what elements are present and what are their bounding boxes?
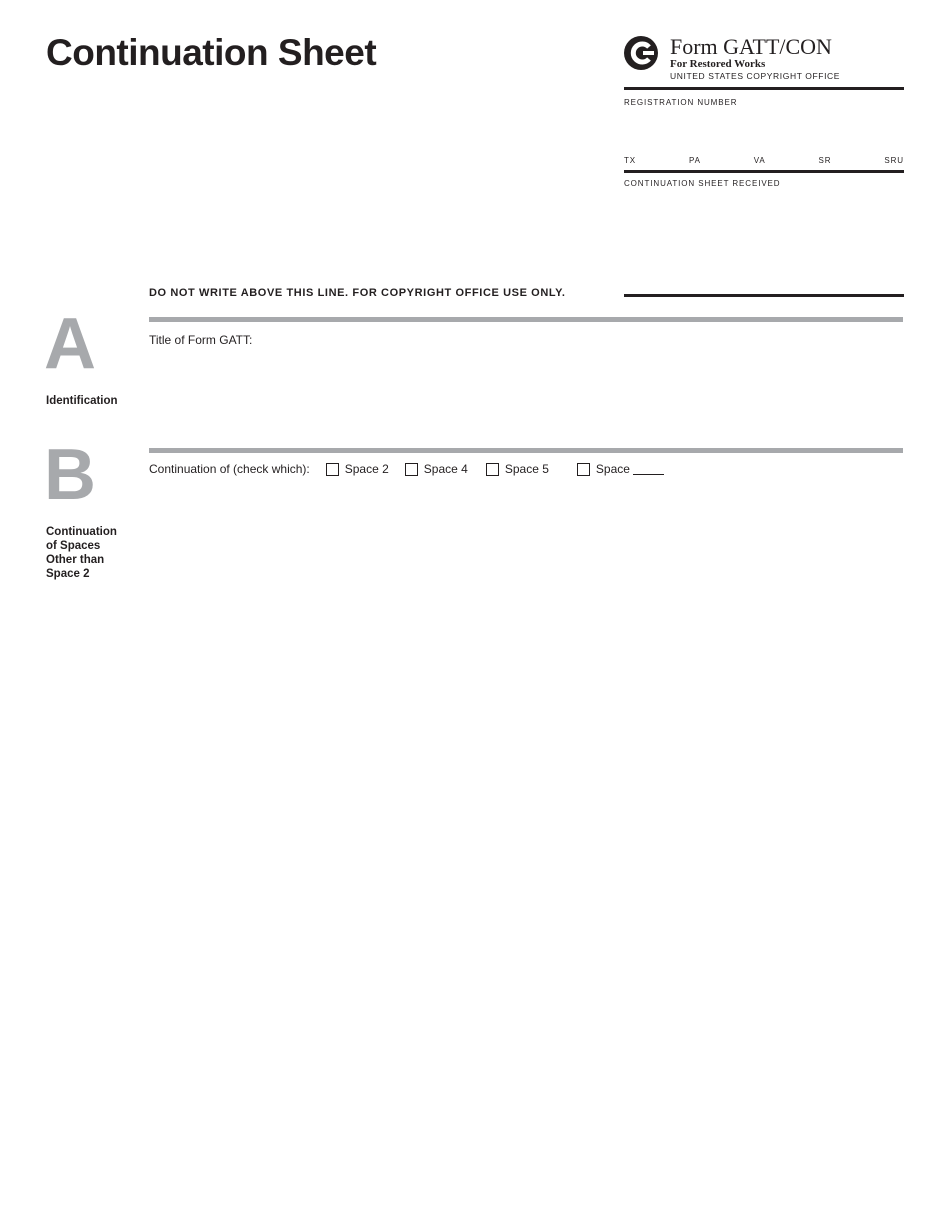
page-title: Continuation Sheet — [46, 32, 377, 73]
codes-rule — [624, 170, 904, 173]
section-b-letter: B — [44, 435, 96, 515]
space-5-label: Space 5 — [504, 462, 549, 476]
section-a-bar — [149, 317, 903, 322]
space-4-label: Space 4 — [423, 462, 468, 476]
option-space-4[interactable] — [405, 462, 468, 476]
section-b-label — [46, 525, 141, 581]
section-a-label: Identification — [46, 395, 118, 407]
section-b-label-line: Other than — [46, 554, 105, 566]
registration-number-label: REGISTRATION NUMBER — [624, 98, 738, 107]
title-field-label: Title of Form GATT: — [149, 333, 253, 347]
option-space-other[interactable] — [577, 462, 664, 476]
header-rule — [624, 87, 904, 90]
continuation-writing-area[interactable] — [149, 490, 903, 1190]
form-subtitle: For Restored Works — [670, 58, 766, 70]
form-name: Form GATT/CON — [670, 34, 832, 59]
title-field[interactable] — [149, 350, 903, 430]
code-sr: SR — [818, 156, 832, 165]
continuation-received-label: CONTINUATION SHEET RECEIVED — [624, 179, 781, 188]
space-2-label: Space 2 — [344, 462, 389, 476]
continuation-prompt: Continuation of (check which): — [149, 462, 310, 476]
code-pa: PA — [688, 156, 701, 165]
space-other-checkbox[interactable] — [577, 463, 590, 476]
notice-rule — [624, 294, 904, 297]
section-a-letter: A — [44, 304, 96, 384]
space-4-checkbox[interactable] — [405, 463, 418, 476]
space-number-blank[interactable] — [633, 463, 664, 475]
option-space-5[interactable] — [486, 462, 549, 476]
code-va: VA — [753, 156, 766, 165]
section-b-label-line: Continuation — [46, 526, 117, 538]
space-5-checkbox[interactable] — [486, 463, 499, 476]
class-codes — [624, 156, 904, 165]
section-b-label-line: Space 2 — [46, 568, 90, 580]
continuation-checks — [149, 462, 664, 476]
section-b-bar — [149, 448, 903, 453]
code-sru: SRU — [884, 156, 904, 165]
code-tx: TX — [624, 156, 637, 165]
section-b-label-line: of Spaces — [46, 540, 101, 552]
office-name: UNITED STATES COPYRIGHT OFFICE — [670, 71, 841, 81]
copyright-logo-icon — [623, 35, 659, 71]
space-other-label: Space — [595, 462, 630, 476]
office-use-notice: DO NOT WRITE ABOVE THIS LINE. FOR COPYRIGHT OFFICE USE ONLY. — [149, 287, 566, 299]
option-space-2[interactable] — [326, 462, 389, 476]
space-2-checkbox[interactable] — [326, 463, 339, 476]
